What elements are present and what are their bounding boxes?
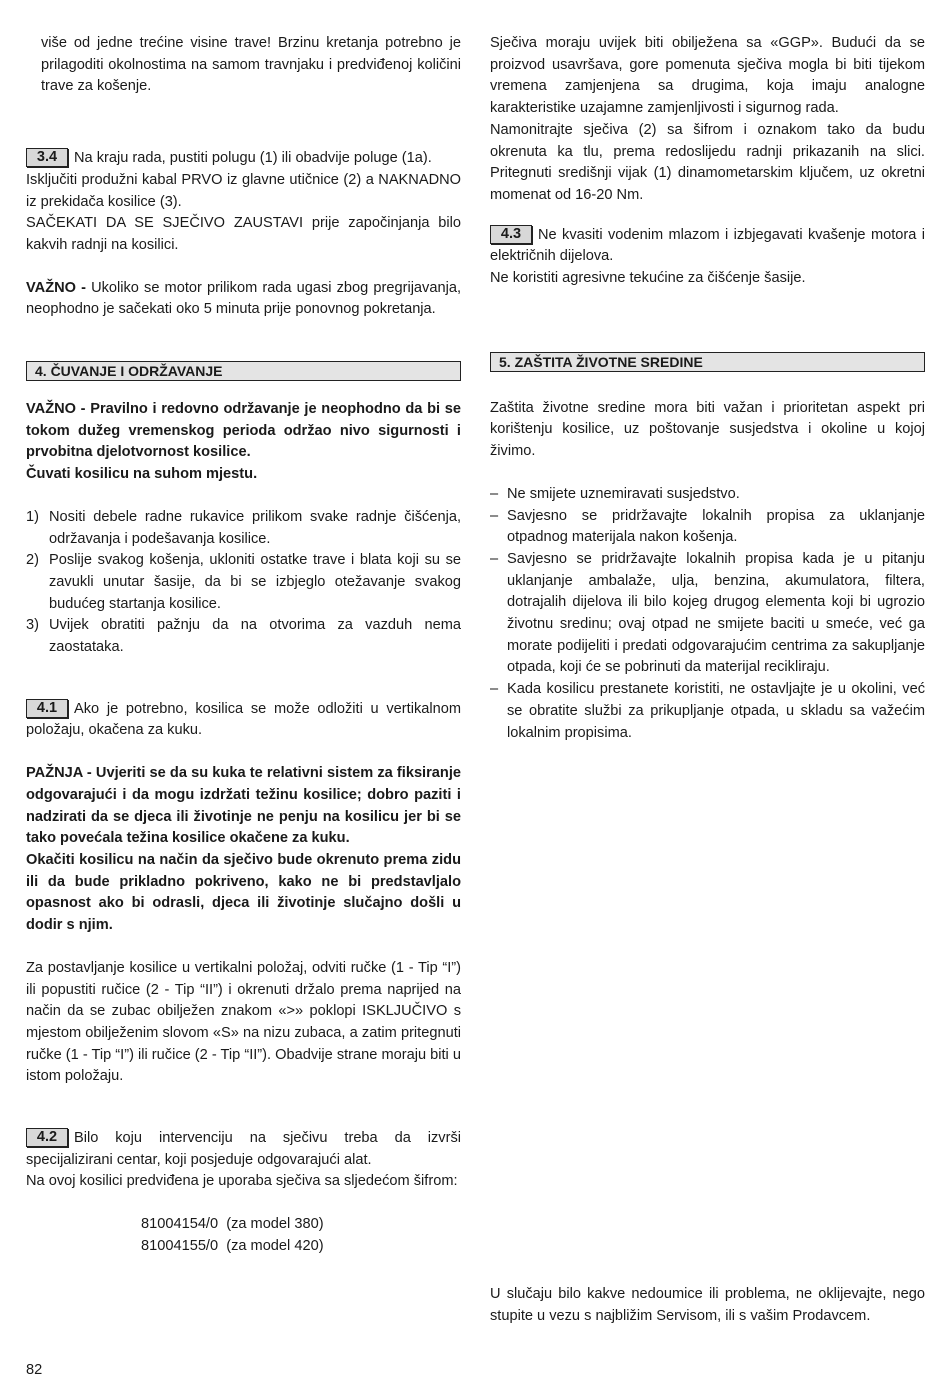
blade-code-2: 81004155/0 (za model 420) [141,1237,324,1254]
section-badge-3-4: 3.4 [26,148,68,167]
section-4-3-paragraph-2: Ne koristiti agresivne tekućine za čišćenje šasije. [490,270,806,287]
section-badge-4-3: 4.3 [490,225,532,244]
section-4-list [26,507,461,659]
section-4-1-warning: PAŽNJA - Uvjeriti se da su kuka te relativni sistem za fiksiranje odgovarajući i da mogu izdržati težinu kosilice; dobro paziti i nadzirati da se djeca ili životinje ne penju na kosilicu jer bi se tako povećala težina kosilice okačene za kuku. [26,765,461,847]
section-4-2-paragraph-2: Na ovoj kosilici predviđena je uporaba sječiva sa sljedećom šifrom: [26,1173,458,1190]
section-3-4-paragraph-3: SAČEKATI DA SE SJEČIVO ZAUSTAVI prije započinjanja bilo kakvih radnji na kosilici. [26,215,461,253]
section-4-storage-note: Čuvati kosilicu na suhom mjestu. [26,466,258,483]
list-item: – Ne smijete uznemiravati susjedstvo. [490,485,740,502]
section-5-list [490,484,925,744]
right-column [490,33,925,744]
closing-paragraph: U slučaju bilo kakve nedoumice ili problema, ne oklijevajte, nego stupite u vezu s najbližim Servisom, ili s vašim Prodavcem. [490,1286,925,1324]
list-item: 1) Nositi debele radne rukavice prilikom svake radnje čišćenja, održavanja i podešavanja kosilice. [26,508,461,547]
section-4-1-paragraph-1: 4.1 Ako je potrebno, kosilica se može odložiti u vertikalnom položaju, okačena za kuku. [26,699,461,739]
list-item: 3) Uvijek obratiti pažnju da na otvorima za vazduh nema zaostataka. [26,617,461,656]
section-4-important: VAŽNO - Pravilno i redovno održavanje je neophodno da bi se tokom dužeg vremenskog perioda održao nivo sigurnosti i prvobitna djelotvornost kosilice. [26,401,461,461]
page-number: 82 [26,1362,43,1378]
section-3-4-important: VAŽNO - Ukoliko se motor prilikom rada ugasi zbog pregrijavanja, neophodno je sačekati oko 5 minuta prije ponovnog pokretanja. [26,279,461,318]
list-item: – Savjesno se pridržavajte lokalnih propisa za uklanjanje otpadnog materijala nakon košenja. [490,507,925,546]
intro-paragraph: više od jedne trećine visine trave! Brzinu kretanja potrebno je prilagoditi okolnostima na samom travnjaku i predviđenoj količini trave za košenje. [41,35,461,95]
section-4-3-paragraph-1: 4.3 Ne kvasiti vodenim mlazom i izbjegavati kvašenje motora i električnih dijelova. [490,225,925,265]
section-5-paragraph-1: Zaštita životne sredine mora biti važan i prioritetan aspekt pri korištenju kosilice, uz poštovanje susjedstva i okoline u kojoj živimo. [490,399,925,460]
list-item: – Savjesno se pridržavajte lokalnih propisa kada je u pitanju uklanjanje ambalaže, ulja, benzina, akumulatora, filtera, dotrajalih dijelova ili bilo kojeg drugog elementa koji bi ugrozio životnu sredinu; ovaj otpad ne smijete baciti u smeće, već ga morate podijeliti i predati odgovarajućim centrima za sakupljanje otpada, koji će se pobrinuti da materijal recikliraju. [490,550,925,676]
section-3-4-paragraph-2: Isključiti produžni kabal PRVO iz glavne utičnice (2) a NAKNADNO iz prekidača kosilice (3). [26,171,461,210]
section-4-1-paragraph-2: Za postavljanje kosilice u vertikalni položaj, odviti ručke (1 - Tip “I”) ili popustiti ručice (2 - Tip “II”) i okrenuti držalo prema naprijed na način da se zubac obilježen znakom «>» poklopi ISKLJUČIVO s mjestom obilježenim slovom «S» na nizu zubaca, a zatim pritegnuti ručke (1 - Tip “I”) ili ručice (2 - Tip “II”). Obadvije strane moraju biti u istom položaju. [26,959,461,1085]
section-4-1-hanging-note: Okačiti kosilicu na način da sječivo bude okrenuto prema zidu ili da bude prikladno pokriveno, kako ne bi predstavljalo opasnost ako bi odrasli, djeca ili životinje slučajno došli u dodir s njim. [26,851,461,934]
section-4-2-paragraph-1: 4.2 Bilo koju intervenciju na sječivu treba da izvrši specijalizirani centar, koji posjeduje odgovarajući alat. [26,1129,461,1168]
left-column [26,33,461,1258]
list-item: 2) Poslije svakog košenja, ukloniti ostatke trave i blata koji su se zavukli unutar šasije, da bi se izbjeglo otežavanje svakog budućeg startanja kosilice. [26,552,461,612]
section-4-heading: 4. ČUVANJE I ODRŽAVANJE [26,361,461,381]
blades-paragraph-2: Namonitrajte sječiva (2) sa šifrom i oznakom tako da budu okrenuta ka tlu, prema redoslijedu radnji prikazanih na slici. Pritegnuti središnji vijak (1) dinamometarskim ključem, uz okretni momenat od 16-20 Nm. [490,121,925,203]
section-3-4-paragraph-1: 3.4 Na kraju rada, pustiti polugu (1) ili obadvije poluge (1a). [26,148,461,170]
list-item: – Kada kosilicu prestanete koristiti, ne ostavljajte je u okolini, već se obratite službi za prikupljanje otpada, u skladu sa važećim lokalnim propisima. [490,681,925,741]
section-5-heading: 5. ZAŠTITA ŽIVOTNE SREDINE [490,352,925,372]
blades-paragraph-1: Sječiva moraju uvijek biti obilježena sa «GGP». Budući da se proizvod usavršava, gore pomenuta sječiva mogla bi biti tijekom vremena zamjenjena sa drugima, koja imaju analogne karakteristike uzajamne zamjenljivosti i sigurnog rada. [490,35,925,117]
section-badge-4-2: 4.2 [26,1128,68,1147]
blade-code-1: 81004154/0 (za model 380) [141,1216,324,1233]
section-badge-4-1: 4.1 [26,699,68,718]
